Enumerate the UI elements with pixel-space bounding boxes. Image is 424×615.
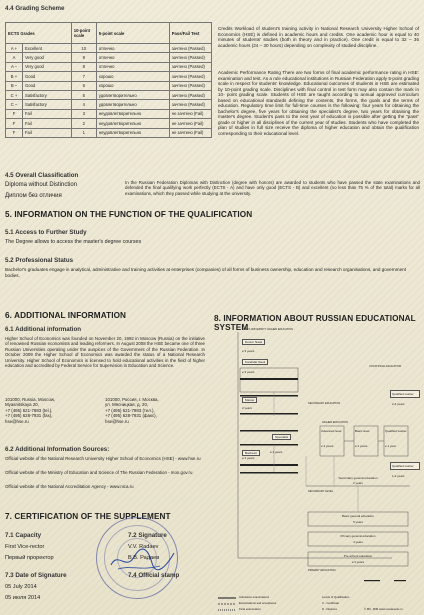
duration-label: ≥ 4 years xyxy=(270,450,283,454)
grading-row xyxy=(6,109,212,118)
grading-cell: зачтено (Passed) xyxy=(169,81,211,90)
address-line: hse@hse.ru xyxy=(105,418,129,424)
address-line: 101000, Россия, г. Москва, xyxy=(105,397,159,402)
box-specialist: Specialist xyxy=(272,434,291,440)
grading-cell: F xyxy=(6,109,23,118)
caption: POST-UNIVERSITY HIGHER EDUCATION xyxy=(243,328,293,331)
grading-cell: не зачтено (Fail) xyxy=(169,128,211,137)
grading-header: ECTS Grades xyxy=(6,23,72,44)
grading-cell: 8 xyxy=(71,62,96,71)
legend-item: Levels of Qualification xyxy=(322,595,350,599)
status-text: Bachelor's graduates engage in analytical, administrative and training activities at enterprises (companies) of all forms of business ownership, education and research organisations, and government bodies. xyxy=(5,267,407,278)
grading-cell: 5 xyxy=(71,90,96,99)
grading-cell: F xyxy=(6,119,23,128)
grading-row xyxy=(6,81,212,90)
address-line: Myasnitskaya 20, xyxy=(5,402,39,408)
grading-cell: 6 xyxy=(71,81,96,90)
source-item: Official website of the National Research University Higher School of Economics (HSE) - www.hse.ru xyxy=(5,456,201,461)
section8-title: 8. INFORMATION ABOUT RUSSIAN EDUCATIONAL SYSTEM xyxy=(214,314,416,332)
duration-label: ≥ 3 years xyxy=(321,444,334,448)
box-qualified-worker: Qualified worker xyxy=(390,390,420,398)
grading-row xyxy=(6,90,212,99)
grading-cell: неудовлетворительно xyxy=(96,128,169,137)
grading-cell: 1 xyxy=(71,128,96,137)
grading-row xyxy=(6,62,212,71)
credits-text: Credits Workload of student's training activity in National Research University Higher School of Economics (HSE) is defined in academic hours and credits. One academic hour is equal to 40 minutes of students' studies (both in theory and in practice). One credit is equal to 32 – 36 academic hours (24 – 30 hours) depending on complexity of studied discipline. xyxy=(218,26,419,48)
sources-title: 6.2 Additional Information Sources: xyxy=(5,446,110,453)
grading-cell: 9 xyxy=(71,53,96,62)
capacity-title: 7.1 Capacity xyxy=(5,532,42,539)
grading-cell: Fail xyxy=(23,109,72,118)
box-basic-level: Basic level xyxy=(355,429,370,433)
overall-value-ru: Диплом без отличия xyxy=(5,193,62,199)
grading-cell: неудовлетворительно xyxy=(96,119,169,128)
official-stamp-title: 7.4 Official stamp xyxy=(128,572,180,579)
grading-cell: Satisfactory xyxy=(23,90,72,99)
grading-cell: Excellent xyxy=(23,44,72,53)
grading-cell: B – xyxy=(6,81,23,90)
caption: PRIMARY EDUCATION xyxy=(308,569,336,572)
status-title: 5.2 Professional Status xyxy=(5,257,74,264)
caption: SECONDARY EDUCATION xyxy=(308,402,341,405)
duration-label: ≥ 1 year xyxy=(385,444,396,448)
grading-cell: хорошо xyxy=(96,72,169,81)
education-system-diagram xyxy=(214,326,420,612)
legend-item: Examinations and acceptance xyxy=(239,601,277,605)
capacity-ru: Первый проректор xyxy=(5,555,54,561)
grading-header: 10-point scale xyxy=(71,23,96,44)
grading-header: Pass/Fail Test xyxy=(169,23,211,44)
grading-cell: B + xyxy=(6,72,23,81)
duration-label: ≥ 2 years xyxy=(355,444,368,448)
box-primary-general: Primary general education xyxy=(340,534,376,538)
overall-note: In the Russian Federation Diplomas with Distinction (degree with honors) are awarded to students who have passed the state examinations and defended the final qualifying work perfectly (ECTS - A) and have only good (ECTS - B) and excellent (no less than 75 % of the total) marks for all examinations, which they passed while studying at the university. xyxy=(125,180,420,196)
address-line: hse@hse.ru xyxy=(5,418,29,424)
grading-cell: Satisfactory xyxy=(23,100,72,109)
date-ru: 05 июля 2014 xyxy=(5,595,41,601)
grading-cell: A xyxy=(6,53,23,62)
grading-cell: удовлетворительно xyxy=(96,90,169,99)
grading-row xyxy=(6,128,212,137)
grading-cell: F xyxy=(6,128,23,137)
grading-row xyxy=(6,72,212,81)
duration-label: ≥ 3 years xyxy=(351,560,365,564)
caption: HIGHER EDUCATION xyxy=(322,421,348,424)
grading-cell: A – xyxy=(6,62,23,71)
grading-row xyxy=(6,53,212,62)
grading-row xyxy=(6,100,212,109)
overall-value-en: Diploma without Distinction xyxy=(5,182,78,188)
access-text: The Degree allows to access the master's degree courses xyxy=(5,239,142,245)
date-en: 05 July 2014 xyxy=(5,584,37,590)
date-title: 7.3 Date of Signature xyxy=(5,572,67,579)
grading-cell: зачтено (Passed) xyxy=(169,100,211,109)
grading-cell: неудовлетворительно xyxy=(96,109,169,118)
grading-cell: зачтено (Passed) xyxy=(169,53,211,62)
grading-header-row xyxy=(6,23,212,44)
legend-item: Final examination xyxy=(239,607,261,611)
signature-title: 7.2 Signature xyxy=(128,532,167,539)
grading-title: 4.4 Grading Scheme xyxy=(5,5,65,12)
duration-label: 2 years xyxy=(353,481,363,485)
box-basic-general: Basic general education xyxy=(341,514,375,518)
grading-cell: C – xyxy=(6,100,23,109)
duration-label: 2 years xyxy=(242,406,252,410)
duration-label: ≥ 3 years xyxy=(242,349,255,353)
box-bachelor: Bachelor xyxy=(242,450,260,456)
section7-title: 7. CERTIFICATION OF THE SUPPLEMENT xyxy=(5,512,171,521)
grading-cell: зачтено (Passed) xyxy=(169,72,211,81)
duration-label: 1-2 years xyxy=(392,474,405,478)
access-title: 5.1 Access to Further Study xyxy=(5,229,87,236)
box-qualified-worker: Qualified worker xyxy=(385,429,407,433)
additional-info-text: Higher School of Economics was founded on November 20, 1992 in Moscow (Russia) on the initiative of renowned Russian economists and leading reformers. In August 2008 the HSE became one of three Russian Universities operating under the auspices of the Government of the Russian Federation. In October 2009 the Higher School of Economics was awarded the status of a National Research University. Higher School of Economics is licensed to hold educational activities in the field of higher education and accredited by Federal Service for Supervision in Education and Science. xyxy=(5,336,205,369)
source-item: Official website of the National Accreditation Agency - www.nica.ru xyxy=(5,484,134,489)
address-line: +7 (495) 628-7931 (fax), xyxy=(5,413,53,419)
box-secondary-general: Secondary general education xyxy=(338,476,378,480)
address-line: ул. Мясницкая, д. 20, xyxy=(105,402,149,408)
capacity-en: First Vice-rector xyxy=(5,544,45,550)
additional-info-title: 6.1 Additional information xyxy=(5,326,82,333)
grading-cell: Very good xyxy=(23,53,72,62)
box-qualified-worker: Qualified worker xyxy=(390,462,420,470)
legend-item: Admission examinations xyxy=(239,595,270,599)
grading-row xyxy=(6,44,212,53)
grading-cell: отлично xyxy=(96,62,169,71)
caption: VOCATIONAL EDUCATION xyxy=(369,365,402,368)
grading-cell: Fail xyxy=(23,119,72,128)
grading-cell: удовлетворительно xyxy=(96,100,169,109)
box-pre-school: Pre-school education xyxy=(343,554,373,558)
grading-cell: 3 xyxy=(71,109,96,118)
duration-label: ≥ 4 years xyxy=(242,456,255,460)
grading-cell: зачтено (Passed) xyxy=(169,90,211,99)
source-item: Official website of the Ministry of Education and Science of The Russian Federation - mon.gov.ru xyxy=(5,470,193,475)
grading-cell: не зачтено (Fail) xyxy=(169,119,211,128)
grading-cell: Very good xyxy=(23,62,72,71)
signature-en: V.V. Radaev xyxy=(128,544,159,550)
address-ru xyxy=(105,397,205,424)
legend-item: D - Diploma xyxy=(322,607,337,611)
grading-cell: не зачтено (Fail) xyxy=(169,109,211,118)
section6-title: 6. ADDITIONAL INFORMATION xyxy=(5,311,127,320)
address-line: 101000, Russia, Moscow, xyxy=(5,397,56,402)
grading-row xyxy=(6,119,212,128)
grading-header: 5-point scale xyxy=(96,23,169,44)
grading-cell: хорошо xyxy=(96,81,169,90)
address-line: +7 (495) 621-7983 (tel.), xyxy=(5,407,53,413)
grading-cell: зачтено (Passed) xyxy=(169,62,211,71)
duration-label: 5 years xyxy=(353,520,363,524)
box-advanced-level: Advanced level xyxy=(321,429,342,433)
caption: SECONDARY LEVEL xyxy=(308,490,334,493)
section5-title: 5. INFORMATION ON THE FUNCTION OF THE QUALIFICATION xyxy=(5,210,253,219)
duration-label: 4 years xyxy=(353,540,363,544)
grading-cell: Good xyxy=(23,81,72,90)
legend-item: C - Certificate xyxy=(322,601,340,605)
performance-text: Academic Performance Rating There are two forms of final academic performance rating in HSE: examination and test. As a rule educational institutions in Russian Federation apply 5-point grading scale in respect for students' knowledge. Educational outcomes of students in HSE are estimated by 10-point grading scale. Disciplines with final control in test form may also contain the mark in 10- point grading scale. Students of HSE are taught according to annual approved curriculum based on educational standards defining the contents, the forms, the goals and the terms of education. Regulatory time limit for full-time courses is the following: four years for obtaining the bachelor's degree, five years for obtaining the specialist's degree, two years for obtaining the master's degree. Student's pass to the next year of education is possible after getting the "pass" grade or higher in all disciplines of the current year of studies. Students who have completed the plan of studies in full size receive the diploma of higher education and obtain the qualification corresponding to their educational level. xyxy=(218,70,419,136)
box-kandidat-nauk: Kandidat Nauk xyxy=(242,359,268,365)
grading-cell: Fail xyxy=(23,128,72,137)
copyright: © MC, MIM www.russianedu.ru xyxy=(364,607,403,611)
grading-cell: 4 xyxy=(71,100,96,109)
address-en xyxy=(5,397,103,424)
grading-cell: A + xyxy=(6,44,23,53)
duration-label: ≥ 3 years xyxy=(242,370,255,374)
address-line: +7 (495) 628-7931 (факс), xyxy=(105,413,157,419)
overall-title: 4.5 Overall Classification xyxy=(5,172,79,179)
grading-cell: отлично xyxy=(96,44,169,53)
box-master: Master xyxy=(242,397,257,403)
grading-cell: C + xyxy=(6,90,23,99)
grading-cell: зачтено (Passed) xyxy=(169,44,211,53)
grading-cell: 10 xyxy=(71,44,96,53)
signature-ru: В.В. Радаев xyxy=(128,555,160,561)
grading-cell: отлично xyxy=(96,53,169,62)
grading-table xyxy=(5,22,212,138)
box-doctor-nauk: Doctor Nauk xyxy=(242,339,265,345)
grading-cell: Good xyxy=(23,72,72,81)
grading-cell: 7 xyxy=(71,72,96,81)
duration-label: 2-4 years xyxy=(392,402,405,406)
address-line: +7 (495) 621-7983 (тел.), xyxy=(105,407,155,413)
grading-cell: 2 xyxy=(71,119,96,128)
